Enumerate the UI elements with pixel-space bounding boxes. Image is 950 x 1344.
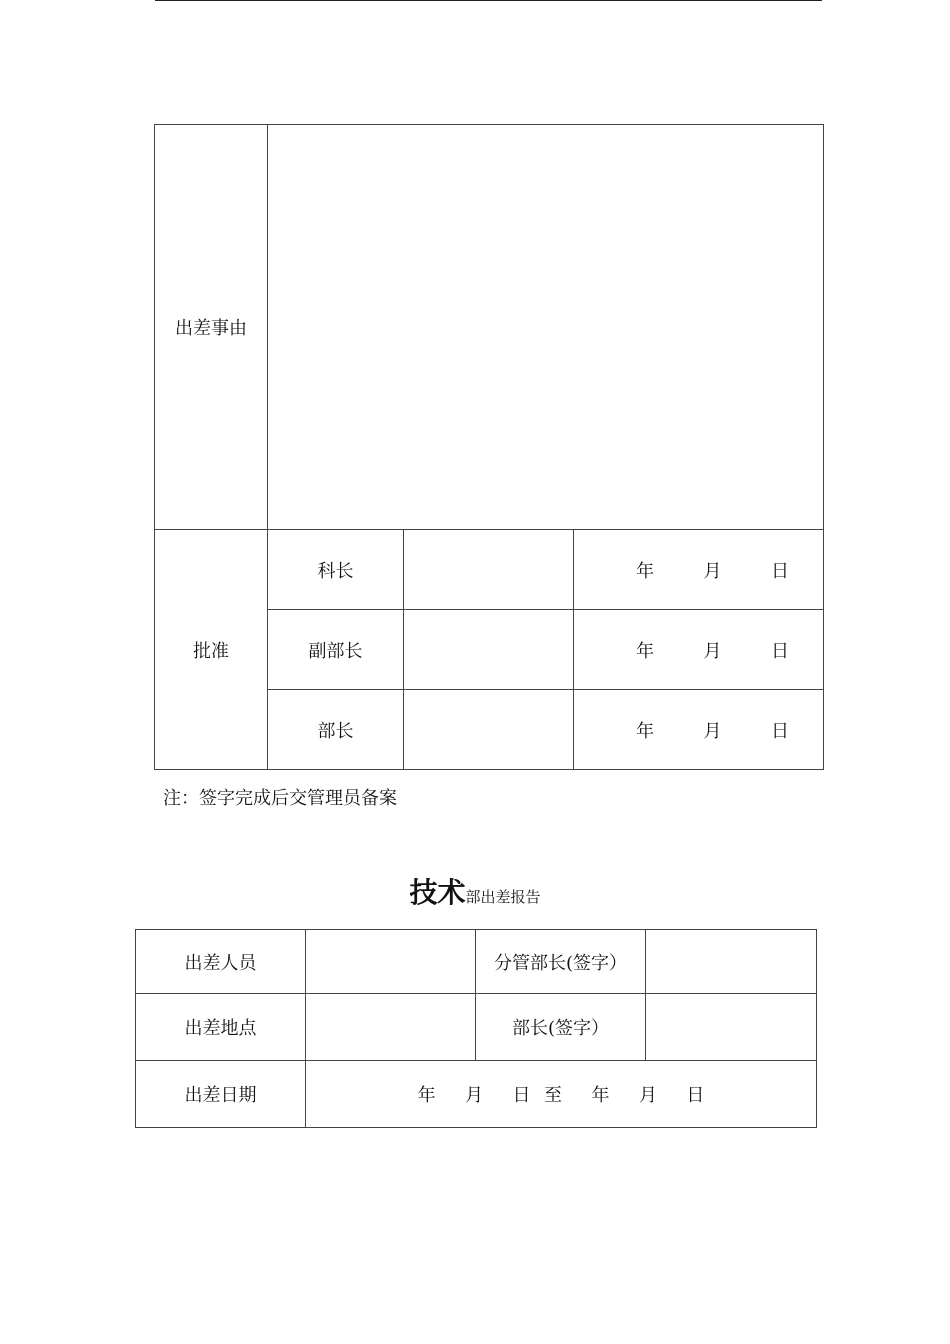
date-month: 月 [703,640,722,662]
personnel-field[interactable] [306,930,476,994]
approval-row-section-chief [155,530,824,610]
form-note: 注：签字完成后交管理员备案 [163,788,397,809]
date-month: 月 [703,720,722,742]
date-day: 日 [771,640,790,662]
location-row [136,994,817,1061]
date-year: 年 [636,720,655,742]
approver-date-field[interactable] [574,530,824,610]
date-to-word: 至 [544,1085,562,1106]
to-month: 月 [638,1085,657,1106]
date-year: 年 [636,560,655,582]
report-title [0,871,950,911]
approval-form-table [154,124,824,770]
approver-signature-field[interactable] [404,610,574,690]
report-title-sub: 部出差报告 [465,888,541,906]
date-row [136,1061,817,1128]
date-day: 日 [771,560,790,582]
reason-field[interactable] [268,125,824,530]
date-label: 出差日期 [136,1061,306,1128]
personnel-row [136,930,817,994]
vp-signature-field[interactable] [646,930,817,994]
approver-date-field[interactable] [574,690,824,770]
date-range-field[interactable] [306,1061,817,1128]
header-rule [155,0,822,1]
personnel-label: 出差人员 [136,930,306,994]
approver-role: 副部长 [268,610,404,690]
reason-label: 出差事由 [155,125,268,530]
location-field[interactable] [306,994,476,1061]
location-label: 出差地点 [136,994,306,1061]
report-title-main: 技术 [409,876,466,909]
approver-signature-field[interactable] [404,690,574,770]
reason-row [155,125,824,530]
to-year: 年 [591,1085,610,1106]
to-day: 日 [686,1085,705,1106]
approver-role: 科长 [268,530,404,610]
date-year: 年 [636,640,655,662]
trip-report-table [135,929,817,1128]
approver-role: 部长 [268,690,404,770]
approver-date-field[interactable] [574,610,824,690]
from-year: 年 [417,1085,436,1106]
approver-signature-field[interactable] [404,530,574,610]
vp-signature-label: 分管部长(签字） [476,930,646,994]
date-month: 月 [703,560,722,582]
approval-label: 批准 [155,530,268,770]
from-day: 日 [512,1085,531,1106]
minister-signature-label: 部长(签字） [476,994,646,1061]
from-month: 月 [465,1085,484,1106]
minister-signature-field[interactable] [646,994,817,1061]
date-day: 日 [771,720,790,742]
